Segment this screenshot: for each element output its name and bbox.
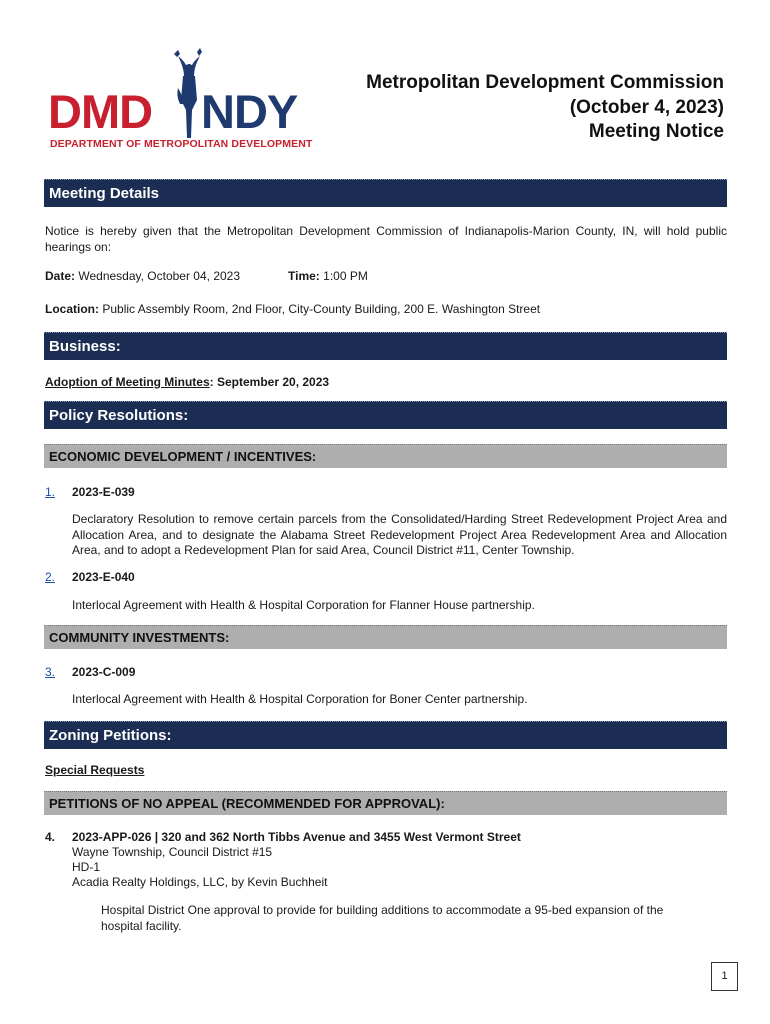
date-value: Wednesday, October 04, 2023 [78,269,241,283]
meeting-details-heading: Meeting Details [44,179,727,207]
item-1-description: Declaratory Resolution to remove certain parcels from the Consolidated/Harding Street Redevelopment Project Area and Allocation Area, and to designate the Alabama Street Redevelopment Project Area Redevelopment Area and Allocation Area, and to adopt a Redevelopment Plan for said Area, Council District #11, Center Township. [72,512,727,557]
petition-4-description: Hospital District One approval to provide for building additions to accommodate a 95-bed expansion of the hospital facility. [101,903,664,933]
location-label: Location: [45,302,99,316]
petition-4-township: Wayne Township, Council District #15 [72,845,273,859]
petition-4-applicant: Acadia Realty Holdings, LLC, by Kevin Buchheit [72,875,328,889]
petition-4-number: 4. [45,830,56,844]
time-line [288,269,368,285]
policy-resolutions-heading: Policy Resolutions: [44,401,727,429]
community-investments-heading: COMMUNITY INVESTMENTS: [44,625,727,649]
date-line [45,269,240,285]
meeting-minutes-link[interactable]: Adoption of Meeting Minutes [45,375,210,389]
logo-department-text: DEPARTMENT OF METROPOLITAN DEVELOPMENT [50,138,313,150]
title-line-2: (October 4, 2023) [569,96,724,118]
item-3-code: 2023-C-009 [72,665,136,679]
item-1-number-link[interactable]: 1. [45,485,56,499]
item-2-code: 2023-E-040 [72,570,135,584]
minutes-line [45,375,329,391]
notice-text: Notice is hereby given that the Metropolitan Development Commission of Indianapolis-Marion County, IN, will hold public hearings on: [45,224,727,254]
item-2-description: Interlocal Agreement with Health & Hospital Corporation for Flanner House partnership. [72,598,535,612]
business-heading: Business: [44,332,727,360]
time-value: 1:00 PM [323,269,368,283]
title-line-1: Metropolitan Development Commission [366,72,724,93]
item-3-description: Interlocal Agreement with Health & Hospital Corporation for Boner Center partnership. [72,692,528,706]
meeting-minutes-date: : September 20, 2023 [209,375,330,389]
item-3-number-link[interactable]: 3. [45,665,56,679]
page-number: 1 [711,962,738,991]
petition-4-zone: HD-1 [72,860,101,874]
logo-dmd-text: DMD [48,85,153,138]
location-value: Public Assembly Room, 2nd Floor, City-County Building, 200 E. Washington Street [102,302,541,316]
economic-development-heading: ECONOMIC DEVELOPMENT / INCENTIVES: [44,444,727,468]
item-1-code: 2023-E-039 [72,485,135,499]
special-requests-label: Special Requests [45,763,145,777]
no-appeal-heading: PETITIONS OF NO APPEAL (RECOMMENDED FOR APPROVAL): [44,791,727,815]
document-title [366,71,724,145]
petition-4-title: 2023-APP-026 | 320 and 362 North Tibbs Avenue and 3455 West Vermont Street [72,830,521,844]
date-label: Date: [45,269,76,283]
item-2-number-link[interactable]: 2. [45,570,56,584]
dmd-indy-logo [46,48,313,152]
location-line [45,302,540,318]
logo-ndy-text: NDY [201,85,298,138]
zoning-petitions-heading: Zoning Petitions: [44,721,727,749]
time-label: Time: [288,269,320,283]
title-line-3: Meeting Notice [588,121,724,142]
